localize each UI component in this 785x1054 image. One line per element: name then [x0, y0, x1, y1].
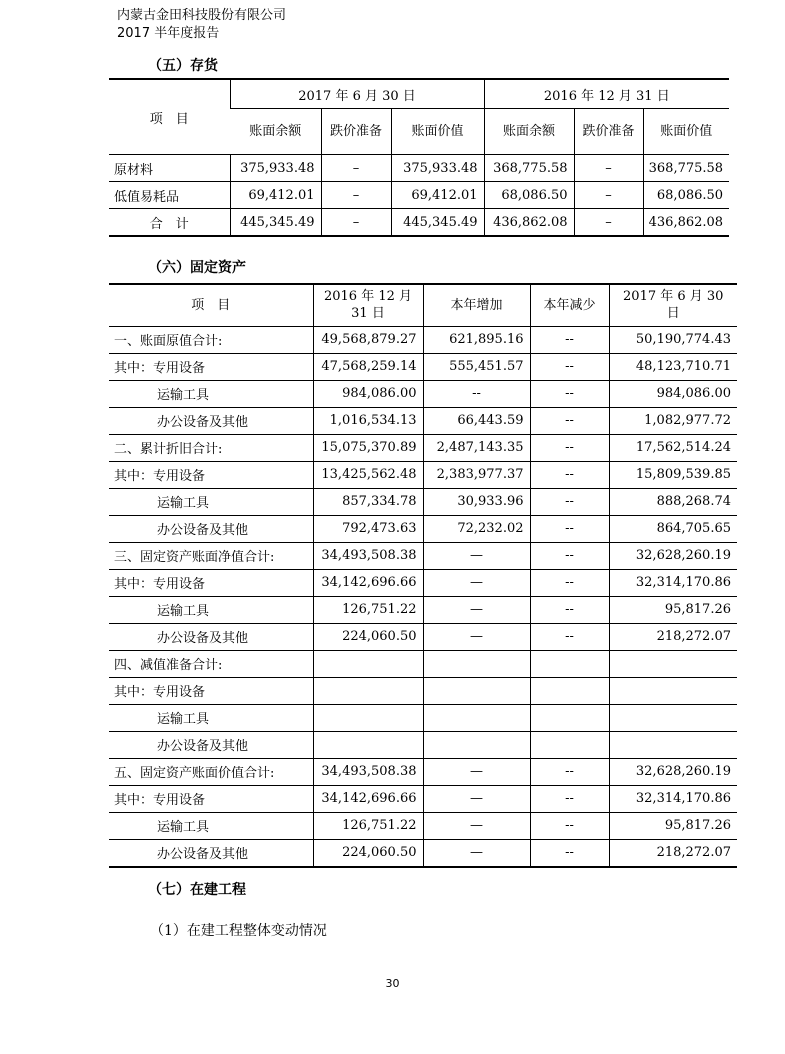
inventory-item-header: 项 目 — [109, 79, 230, 155]
row-label: 五、固定资产账面价值合计: — [109, 758, 313, 785]
table-row — [109, 182, 729, 209]
table-cell: -- — [530, 434, 609, 461]
table-row — [109, 461, 737, 488]
row-label: 运输工具 — [109, 488, 313, 515]
table-cell: 95,817.26 — [609, 812, 737, 839]
table-cell: 984,086.00 — [313, 380, 423, 407]
row-label: 一、账面原值合计: — [109, 326, 313, 353]
table-cell: 375,933.48 — [391, 155, 484, 182]
table-row — [109, 569, 737, 596]
row-label: 其中：专用设备 — [109, 677, 313, 704]
table-cell — [423, 677, 530, 704]
fixed-assets-title: （六）固定资产 — [148, 260, 246, 276]
row-label: 四、减值准备合计: — [109, 650, 313, 677]
table-cell: -- — [530, 596, 609, 623]
column-header: 2016 年 12 月 31 日 — [313, 284, 423, 326]
row-label: 办公设备及其他 — [109, 407, 313, 434]
table-cell: 13,425,562.48 — [313, 461, 423, 488]
table-cell: 864,705.65 — [609, 515, 737, 542]
inventory-sub-header: 账面价值 — [643, 109, 729, 155]
table-row — [109, 380, 737, 407]
table-cell: -- — [530, 758, 609, 785]
inventory-table — [109, 78, 729, 237]
table-cell: 48,123,710.71 — [609, 353, 737, 380]
table-cell: 555,451.57 — [423, 353, 530, 380]
table-cell: 47,568,259.14 — [313, 353, 423, 380]
table-cell — [313, 731, 423, 758]
table-row — [109, 812, 737, 839]
table-row — [109, 839, 737, 867]
table-cell: 218,272.07 — [609, 623, 737, 650]
table-row — [109, 407, 737, 434]
table-cell: 69,412.01 — [230, 182, 321, 209]
row-label: 办公设备及其他 — [109, 623, 313, 650]
column-header: 2017 年 6 月 30 日 — [609, 284, 737, 326]
table-cell: 72,232.02 — [423, 515, 530, 542]
row-label: 运输工具 — [109, 812, 313, 839]
table-cell: 621,895.16 — [423, 326, 530, 353]
table-cell: 368,775.58 — [484, 155, 574, 182]
inventory-period-2016: 2016 年 12 月 31 日 — [484, 79, 729, 109]
table-row — [109, 434, 737, 461]
table-cell: 436,862.08 — [484, 209, 574, 237]
row-label: 三、固定资产账面净值合计: — [109, 542, 313, 569]
table-cell: -- — [530, 461, 609, 488]
table-row — [109, 155, 729, 182]
table-row — [109, 488, 737, 515]
construction-subtitle: （1）在建工程整体变动情况 — [150, 923, 327, 939]
table-cell — [313, 704, 423, 731]
table-cell: – — [574, 155, 643, 182]
table-cell — [313, 677, 423, 704]
table-cell: 50,190,774.43 — [609, 326, 737, 353]
row-label: 低值易耗品 — [109, 182, 230, 209]
inventory-sub-header: 账面余额 — [230, 109, 321, 155]
table-cell: -- — [530, 326, 609, 353]
table-cell — [609, 677, 737, 704]
table-cell: — — [423, 542, 530, 569]
row-label: 办公设备及其他 — [109, 731, 313, 758]
table-cell: — — [423, 596, 530, 623]
table-row — [109, 596, 737, 623]
inventory-sub-header: 跌价准备 — [321, 109, 391, 155]
table-cell: 2,487,143.35 — [423, 434, 530, 461]
row-label: 办公设备及其他 — [109, 839, 313, 867]
column-header: 本年增加 — [423, 284, 530, 326]
row-label: 运输工具 — [109, 380, 313, 407]
table-cell: -- — [530, 569, 609, 596]
table-cell: 1,016,534.13 — [313, 407, 423, 434]
table-row — [109, 353, 737, 380]
table-cell: -- — [530, 785, 609, 812]
table-cell: -- — [530, 353, 609, 380]
table-row — [109, 326, 737, 353]
table-cell: 792,473.63 — [313, 515, 423, 542]
table-cell — [530, 704, 609, 731]
table-cell: — — [423, 812, 530, 839]
table-cell — [530, 677, 609, 704]
table-row — [109, 623, 737, 650]
row-label: 二、累计折旧合计: — [109, 434, 313, 461]
table-cell: 2,383,977.37 — [423, 461, 530, 488]
table-cell: — — [423, 623, 530, 650]
table-cell: 34,142,696.66 — [313, 785, 423, 812]
table-cell: 218,272.07 — [609, 839, 737, 867]
table-cell: 15,809,539.85 — [609, 461, 737, 488]
table-cell: 436,862.08 — [643, 209, 729, 237]
table-cell: 49,568,879.27 — [313, 326, 423, 353]
construction-title: （七）在建工程 — [148, 882, 246, 898]
table-cell — [423, 704, 530, 731]
table-cell: 224,060.50 — [313, 623, 423, 650]
company-name: 内蒙古金田科技股份有限公司 — [117, 8, 287, 23]
table-cell: 368,775.58 — [643, 155, 729, 182]
table-row — [109, 209, 729, 237]
table-cell: – — [321, 155, 391, 182]
row-label: 其中：专用设备 — [109, 569, 313, 596]
table-cell: -- — [530, 407, 609, 434]
table-cell: 34,142,696.66 — [313, 569, 423, 596]
row-label: 原材料 — [109, 155, 230, 182]
table-cell: – — [321, 182, 391, 209]
table-cell: 32,628,260.19 — [609, 542, 737, 569]
table-cell: 69,412.01 — [391, 182, 484, 209]
page-number: 30 — [385, 977, 400, 990]
table-cell: 68,086.50 — [643, 182, 729, 209]
inventory-sub-header: 跌价准备 — [574, 109, 643, 155]
table-cell: 445,345.49 — [230, 209, 321, 237]
table-row — [109, 785, 737, 812]
table-cell: — — [423, 839, 530, 867]
table-cell: -- — [530, 380, 609, 407]
inventory-sub-header: 账面余额 — [484, 109, 574, 155]
table-cell: — — [423, 785, 530, 812]
table-cell: — — [423, 569, 530, 596]
table-cell: -- — [530, 623, 609, 650]
table-cell: 30,933.96 — [423, 488, 530, 515]
table-row — [109, 650, 737, 677]
inventory-sub-header: 账面价值 — [391, 109, 484, 155]
page-header — [117, 7, 286, 43]
table-cell: -- — [530, 515, 609, 542]
table-row — [109, 731, 737, 758]
table-cell: 34,493,508.38 — [313, 542, 423, 569]
table-row — [109, 677, 737, 704]
table-cell: 445,345.49 — [391, 209, 484, 237]
row-label: 办公设备及其他 — [109, 515, 313, 542]
table-cell: 857,334.78 — [313, 488, 423, 515]
table-cell — [530, 731, 609, 758]
table-cell — [423, 650, 530, 677]
table-cell: 888,268.74 — [609, 488, 737, 515]
table-cell: – — [574, 209, 643, 237]
row-label: 运输工具 — [109, 596, 313, 623]
fixed-assets-table — [109, 283, 737, 868]
inventory-period-2017: 2017 年 6 月 30 日 — [230, 79, 484, 109]
table-row — [109, 704, 737, 731]
row-label: 其中：专用设备 — [109, 353, 313, 380]
column-header: 项 目 — [109, 284, 313, 326]
table-cell: 32,314,170.86 — [609, 785, 737, 812]
table-cell: 34,493,508.38 — [313, 758, 423, 785]
inventory-title: （五）存货 — [148, 58, 218, 74]
table-cell — [530, 650, 609, 677]
table-cell — [609, 731, 737, 758]
table-cell: 15,075,370.89 — [313, 434, 423, 461]
table-cell: — — [423, 758, 530, 785]
report-title: 2017 半年度报告 — [117, 26, 220, 41]
table-row — [109, 515, 737, 542]
table-cell: -- — [530, 839, 609, 867]
row-label: 其中：专用设备 — [109, 785, 313, 812]
table-cell: – — [574, 182, 643, 209]
table-cell: 126,751.22 — [313, 812, 423, 839]
table-cell: 224,060.50 — [313, 839, 423, 867]
table-row — [109, 542, 737, 569]
table-cell: 126,751.22 — [313, 596, 423, 623]
row-label: 合 计 — [109, 209, 230, 237]
table-row — [109, 758, 737, 785]
row-label: 其中：专用设备 — [109, 461, 313, 488]
table-cell: 984,086.00 — [609, 380, 737, 407]
table-cell: 68,086.50 — [484, 182, 574, 209]
column-header: 本年减少 — [530, 284, 609, 326]
table-cell: 1,082,977.72 — [609, 407, 737, 434]
table-cell: 17,562,514.24 — [609, 434, 737, 461]
table-cell: 95,817.26 — [609, 596, 737, 623]
row-label: 运输工具 — [109, 704, 313, 731]
table-cell: 32,628,260.19 — [609, 758, 737, 785]
table-cell — [313, 650, 423, 677]
table-cell: 32,314,170.86 — [609, 569, 737, 596]
table-cell: -- — [530, 488, 609, 515]
table-cell: 375,933.48 — [230, 155, 321, 182]
table-cell — [609, 704, 737, 731]
table-cell: – — [321, 209, 391, 237]
table-cell: -- — [530, 812, 609, 839]
table-cell: -- — [423, 380, 530, 407]
table-cell — [423, 731, 530, 758]
table-cell: 66,443.59 — [423, 407, 530, 434]
table-cell — [609, 650, 737, 677]
table-cell: -- — [530, 542, 609, 569]
